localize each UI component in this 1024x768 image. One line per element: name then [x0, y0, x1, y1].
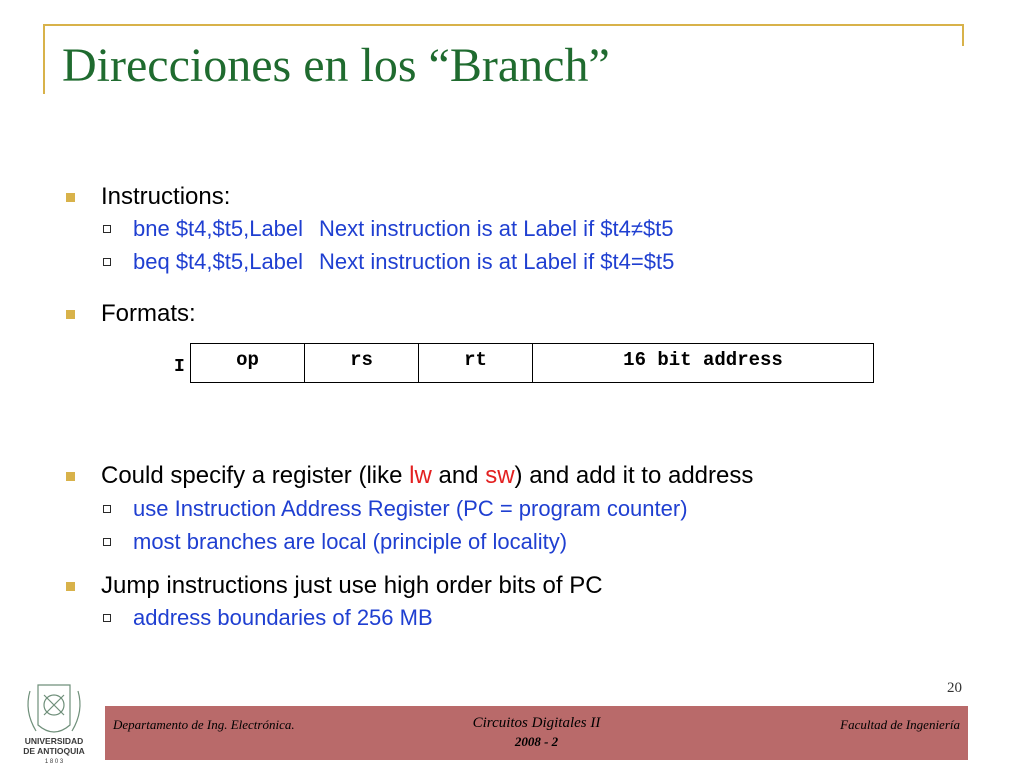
square-bullet-icon — [66, 472, 75, 481]
hollow-square-bullet-icon — [103, 538, 111, 546]
hollow-square-bullet-icon — [103, 225, 111, 233]
format-table — [190, 343, 874, 383]
hollow-square-bullet-icon — [103, 505, 111, 513]
square-bullet-icon — [66, 582, 75, 591]
bullet-instructions — [66, 183, 230, 211]
bullet-text: Could specify a register (like lw and sw) and add it to address — [101, 462, 754, 489]
format-field-address: 16 bit address — [623, 349, 783, 371]
sub-item-beq — [103, 249, 674, 275]
page-number: 20 — [947, 680, 962, 696]
instruction-code: beq $t4,$t5,Label — [133, 249, 304, 274]
square-bullet-icon — [66, 193, 75, 202]
instruction-desc: Next instruction is at Label if $t4≠$t5 — [319, 216, 674, 241]
footer-course-term: 2008 - 2 — [514, 734, 559, 749]
frame-left-line — [43, 24, 45, 94]
format-type-label: I — [174, 357, 185, 377]
bullet-label: Formats: — [101, 300, 196, 327]
format-field-op: op — [191, 344, 305, 382]
instruction-code: bne $t4,$t5,Label — [133, 216, 304, 241]
logo-text-line3: 1 8 0 3 — [44, 759, 64, 765]
slide-title: Direcciones en los “Branch” — [62, 39, 610, 92]
hollow-square-bullet-icon — [103, 258, 111, 266]
sub-item-locality — [103, 529, 567, 555]
bullet-jump — [66, 572, 603, 600]
keyword-lw: lw — [409, 462, 432, 489]
sub-item-text: address boundaries of 256 MB — [133, 605, 433, 630]
format-field-rs: rs — [305, 344, 419, 382]
footer-bar — [105, 706, 968, 760]
bullet-label: Instructions: — [101, 183, 231, 210]
bullet-register — [66, 462, 753, 490]
sub-item-text: most branches are local (principle of locality) — [133, 529, 568, 554]
sub-item-bne — [103, 216, 674, 242]
bullet-formats — [66, 300, 196, 328]
keyword-sw: sw — [485, 462, 515, 489]
sub-item-boundaries — [103, 605, 433, 631]
sub-item-text: use Instruction Address Register (PC = program counter) — [133, 496, 688, 521]
instruction-desc: Next instruction is at Label if $t4=$t5 — [319, 249, 675, 274]
frame-right-line — [962, 24, 964, 46]
footer-faculty: Facultad de Ingeniería — [840, 717, 960, 732]
footer-course — [105, 715, 968, 750]
square-bullet-icon — [66, 310, 75, 319]
format-field-rt: rt — [419, 344, 533, 382]
logo-text-line1: UNIVERSIDAD — [24, 736, 84, 746]
frame-top-line — [43, 24, 964, 26]
hollow-square-bullet-icon — [103, 614, 111, 622]
footer-course-name: Circuitos Digitales II — [472, 715, 601, 731]
footer-department: Departamento de Ing. Electrónica. — [113, 717, 295, 732]
university-logo — [8, 681, 100, 765]
sub-item-pc — [103, 496, 688, 522]
bullet-label: Jump instructions just use high order bits of PC — [101, 572, 603, 599]
logo-text-line2: DE ANTIOQUIA — [23, 746, 85, 756]
